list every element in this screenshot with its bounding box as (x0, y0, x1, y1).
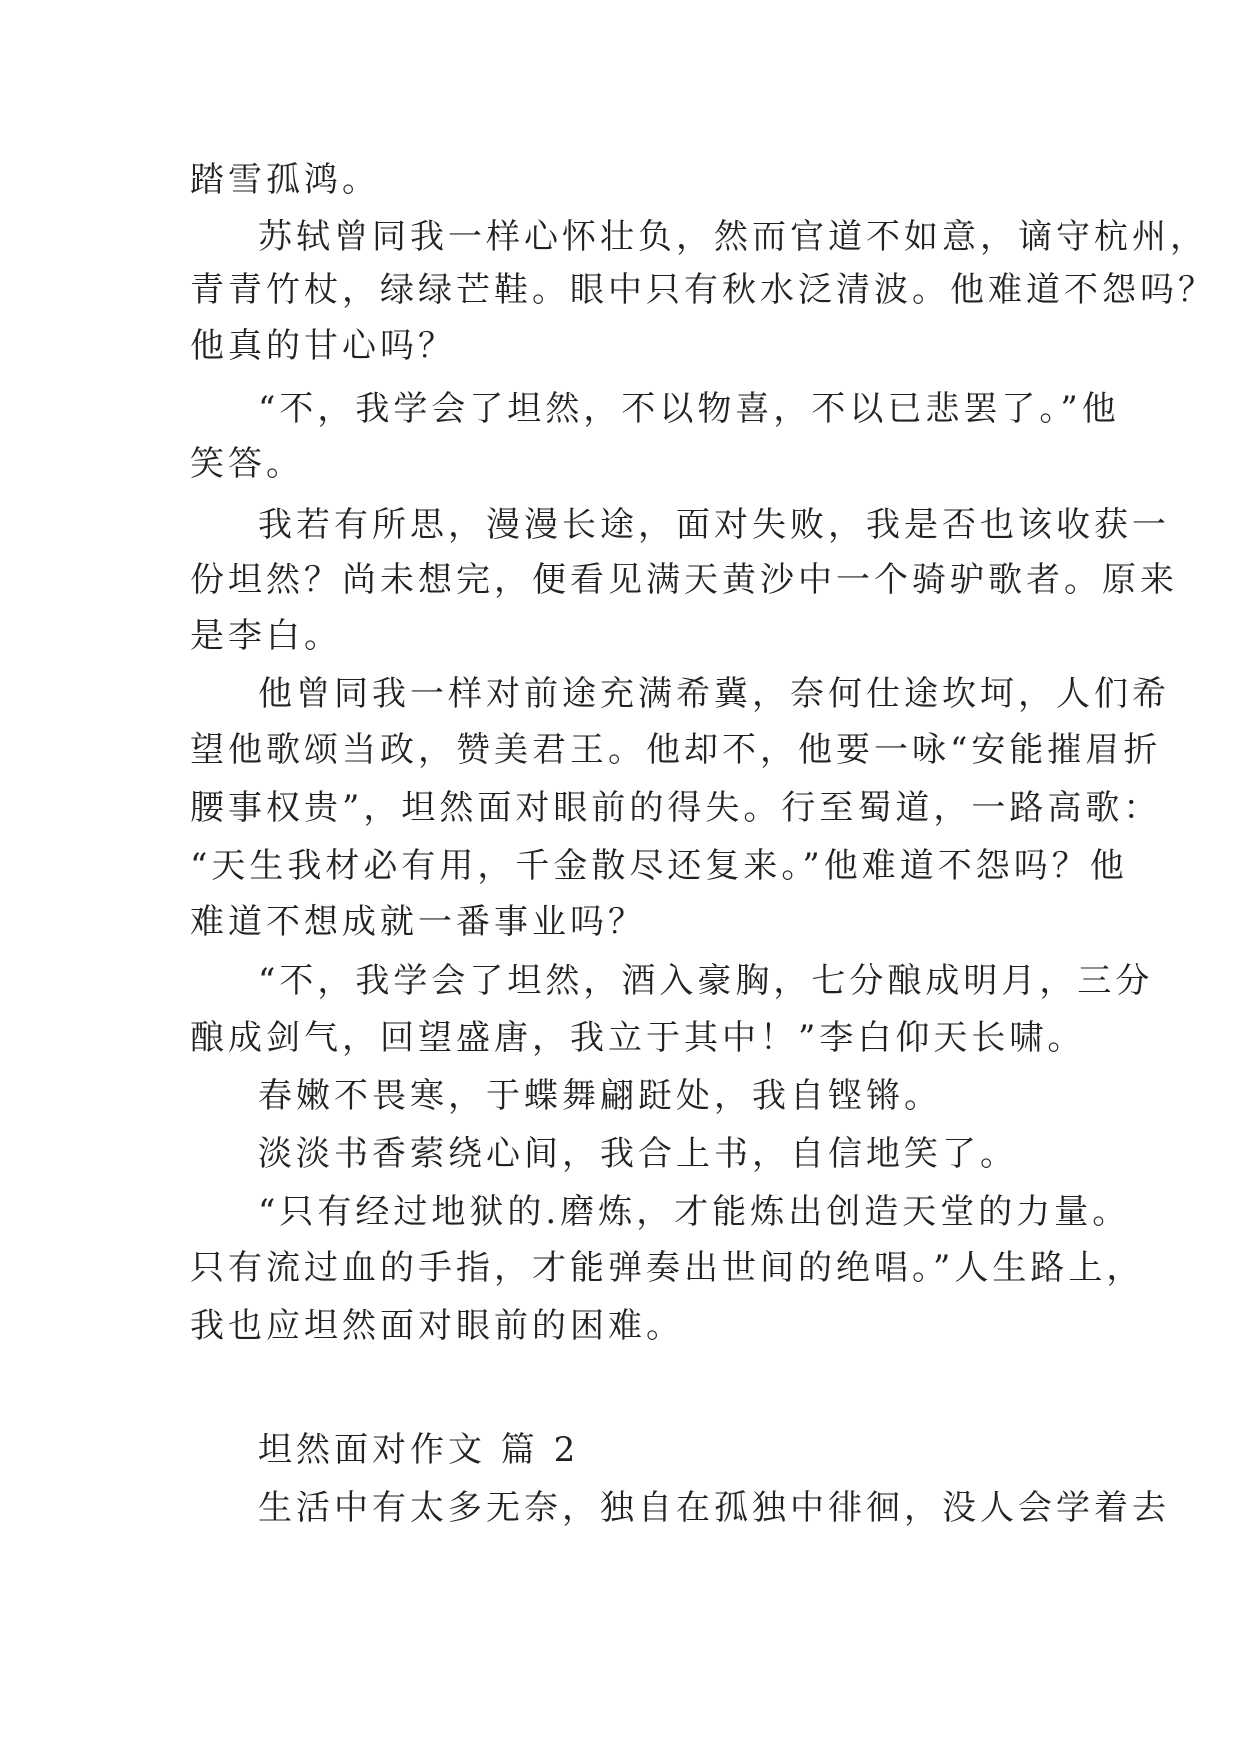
text-line: 我也应坦然面对眼前的困难。 (190, 1306, 684, 1346)
text-line: 份坦然？尚未想完，便看见满天黄沙中一个骑驴歌者。原来 (190, 560, 1178, 600)
paragraph-start: “不，我学会了坦然，不以物喜，不以已悲罢了。”他 (258, 389, 1120, 429)
paragraph-start: 我若有所思，漫漫长途，面对失败，我是否也该收获一 (258, 505, 1170, 545)
text-line: 酿成剑气，回望盛唐，我立于其中！”李白仰天长啸。 (190, 1018, 1086, 1058)
text-line: 青青竹杖，绿绿芒鞋。眼中只有秋水泛清波。他难道不怨吗？ (190, 270, 1216, 310)
paragraph-start: 淡淡书香萦绕心间，我合上书，自信地笑了。 (258, 1134, 1018, 1174)
text-line: 他真的甘心吗？ (190, 326, 456, 366)
text-line: 只有流过血的手指，才能弹奏出世间的绝唱。”人生路上， (190, 1248, 1145, 1288)
paragraph-start: 苏轼曾同我一样心怀壮负，然而官道不如意，谪守杭州， (258, 217, 1208, 257)
text-line: 腰事权贵”，坦然面对眼前的得失。行至蜀道，一路高歌： (190, 788, 1162, 828)
paragraph-start: 生活中有太多无奈，独自在孤独中徘徊，没人会学着去 (258, 1488, 1170, 1528)
section-heading: 坦然面对作文 篇 2 (258, 1430, 580, 1470)
text-line: “天生我材必有用，千金散尽还复来。”他难道不怨吗？他 (190, 846, 1128, 886)
text-line: 踏雪孤鸿。 (190, 160, 380, 200)
paragraph-start: 春嫩不畏寒，于蝶舞翩跹处，我自铿锵。 (258, 1076, 942, 1116)
text-line: 是李白。 (190, 616, 342, 656)
paragraph-start: 他曾同我一样对前途充满希冀，奈何仕途坎坷，人们希 (258, 674, 1170, 714)
text-line: 笑答。 (190, 444, 304, 484)
text-line: 难道不想成就一番事业吗？ (190, 902, 646, 942)
paragraph-start: “只有经过地狱的.磨炼，才能炼出创造天堂的力量。 (258, 1192, 1131, 1232)
paragraph-start: “不，我学会了坦然，酒入豪胸，七分酿成明月，三分 (258, 961, 1154, 1001)
text-line: 望他歌颂当政，赞美君王。他却不，他要一咏“安能摧眉折 (190, 730, 1162, 770)
